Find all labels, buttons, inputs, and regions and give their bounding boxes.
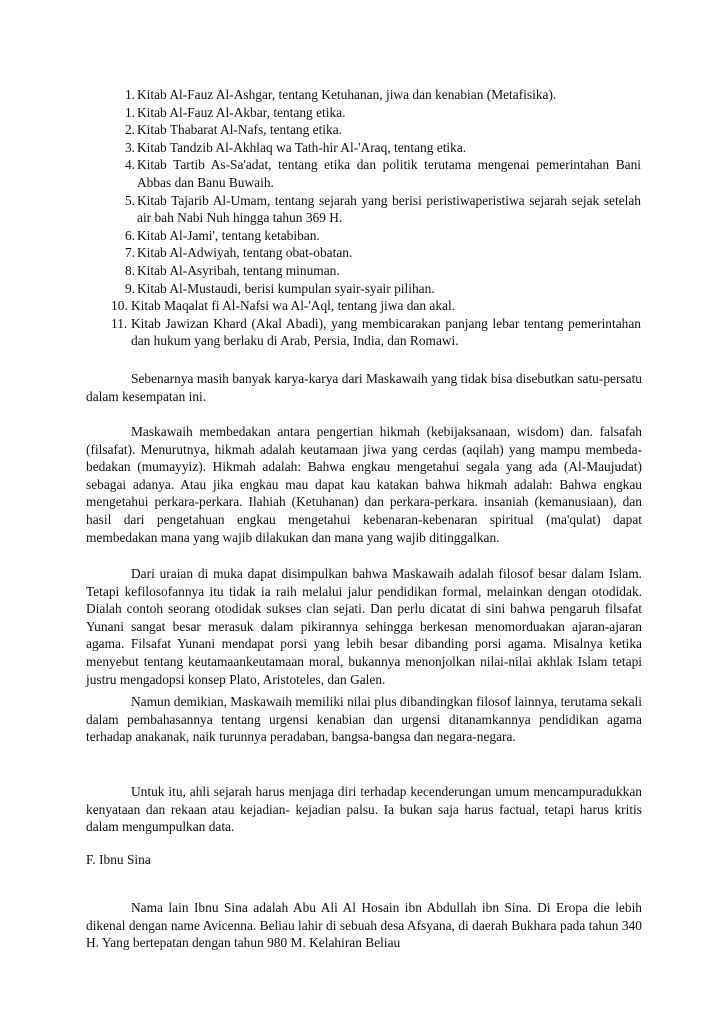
paragraph: Nama lain Ibnu Sina adalah Abu Ali Al Hosain ibn Abdullah ibn Sina. Di Eropa die lebih dikenal dengan name Avicenna. Beliau lahir di sebuah desa Afsyana, di daerah Bukhara pada tahun 340 H. Yang bertepatan dengan tahun 980 M. Kelahiran Beliau xyxy=(86,900,642,951)
list-item-number: 8. xyxy=(124,262,135,278)
list-item-text: Kitab Thabarat Al-Nafs, tentang etika. xyxy=(137,122,343,138)
list-item xyxy=(113,104,641,122)
list-item-number: 7. xyxy=(124,245,135,261)
list-item-text: Kitab Al-Mustaudi, berisi kumpulan syair-syair pilihan. xyxy=(137,280,435,296)
paragraph: Untuk itu, ahli sejarah harus menjaga diri terhadap kecenderungan umum mencampuradukkan kenyataan dan rekaan atau kejadian- kejadian palsu. Ia bukan saja harus factual, tetapi harus kritis dalam mengumpulkan data. xyxy=(86,784,642,835)
section-heading: F. Ibnu Sina xyxy=(86,852,151,867)
list-item-text: Kitab Tartib As-Sa'adat, tentang etika dan politik terutama mengenai pemerintahan Bani Abbas dan Banu Buwaih. xyxy=(137,157,641,190)
list-item-text: Kitab Al-Adwiyah, tentang obat-obatan. xyxy=(137,245,353,261)
works-list xyxy=(113,86,641,350)
list-item-number: 11. xyxy=(111,315,128,331)
list-item-text: Kitab Al-Fauz Al-Akbar, tentang etika. xyxy=(137,104,346,120)
list-item xyxy=(113,156,641,191)
list-item xyxy=(113,280,641,298)
list-item-number: 1. xyxy=(124,104,135,120)
list-item-text: Kitab Al-Fauz Al-Ashgar, tentang Ketuhanan, jiwa dan kenabian (Metafisika). xyxy=(137,87,557,102)
list-item-number: 1. xyxy=(124,87,135,102)
list-item xyxy=(113,262,641,280)
list-item xyxy=(113,244,641,262)
list-item xyxy=(113,139,641,157)
list-item-text: Kitab Al-Jami', tentang ketabiban. xyxy=(137,227,320,243)
list-item-number: 9. xyxy=(124,280,135,296)
paragraph: Dari uraian di muka dapat disimpulkan bahwa Maskawaih adalah filosof besar dalam Islam. Tetapi kefilosofannya itu tidak ia raih melalui jalur pendidikan formal, melainkan dengan otodidak. Dialah contoh seorang otodidak sukses clan sejati. Dan perlu dicatat di sini bahwa pengaruh filsafat Yunani sangat besar merasuk dalam pikirannya sehingga berkesan menomorduakan ajaran-ajaran agama. Filsafat Yunani mendapat porsi yang lebih besar dibanding porsi agama. Misalnya ketika menyebut tentang keutamaankeutamaan moral, bukannya menonjolkan nilai-nilai akhlak Islam tetapi justru mengadopsi konsep Plato, Aristoteles, dan Galen. xyxy=(86,566,642,687)
list-item-text: Kitab Al-Asyribah, tentang minuman. xyxy=(137,262,340,278)
paragraph: Namun demikian, Maskawaih memiliki nilai plus dibandingkan filosof lainnya, terutama sekali dalam pembahasannya tentang urgensi kenabian dan urgensi ditanamkannya pendidikan agama terhadap anakanak, naik turunnya peradaban, bangsa-bangsa dan negara-negara. xyxy=(86,694,642,745)
list-item xyxy=(113,315,641,350)
list-item-number: 3. xyxy=(124,139,135,155)
list-item-number: 2. xyxy=(124,122,135,138)
list-item-text: Kitab Tajarib Al-Umam, tentang sejarah yang berisi peristiwaperistiwa sejarah sejak setelah air bah Nabi Nuh hingga tahun 369 H. xyxy=(137,192,641,226)
list-item xyxy=(113,192,641,227)
list-item-number: 6. xyxy=(124,227,135,243)
list-item-text: Kitab Jawizan Khard (Akal Abadi), yang membicarakan panjang lebar tentang pemerintahan dan hukum yang berlaku di Arab, Persia, India, dan Romawi. xyxy=(131,315,641,349)
list-item xyxy=(113,121,641,139)
list-item-text: Kitab Maqalat fi Al-Nafsi wa Al-'Aql, tentang jiwa dan akal. xyxy=(131,298,456,314)
paragraph: Maskawaih membedakan antara pengertian hikmah (kebijaksanaan, wisdom) dan. falsafah (filsafat). Menurutnya, hikmah adalah keutamaan jiwa yang cerdas (aqilah) yang mampu membeda-bedakan (mumayyiz). Hikmah adalah: Bahwa engkau mengetahui segala yang ada (Al-Maujudat) sebagai adanya. Atau jika engkau mau dapat kau katakan bahwa hikmah adalah: Bahwa engkau mengetahui perkara-perkara. Ilahiah (Ketuhanan) dan perkara-perkara. insaniah (kemanusiaan), dan hasil dari pengetahuan engkau mengetahui kebenaran-kebenaran spiritual (ma'qulat) dapat membedakan mana yang wajib dilakukan dan mana yang wajib ditinggalkan. xyxy=(86,424,642,545)
list-item-text: Kitab Tandzib Al-Akhlaq wa Tath-hir Al-'Araq, tentang etika. xyxy=(137,139,467,155)
list-item-number: 4. xyxy=(124,157,135,173)
list-item xyxy=(113,86,641,104)
list-item xyxy=(113,227,641,245)
list-item-number: 5. xyxy=(124,192,135,208)
paragraph: Sebenarnya masih banyak karya-karya dari Maskawaih yang tidak bisa disebutkan satu-persatu dalam kesempatan ini. xyxy=(86,371,642,404)
list-item xyxy=(113,297,641,315)
list-item-number: 10. xyxy=(111,298,128,314)
